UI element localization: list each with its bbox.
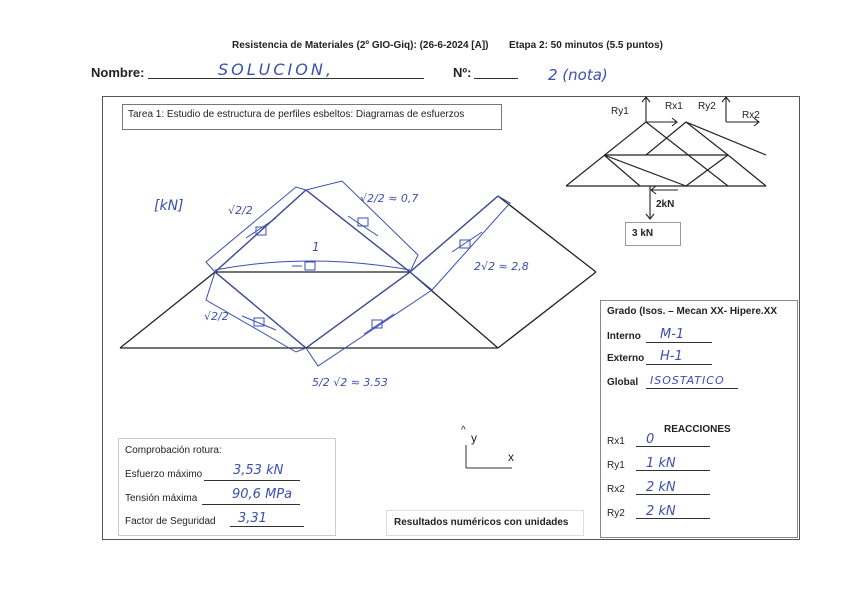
exam-title: Resistencia de Materiales (2º GIO-Giq): (26-6-2024 [A]) xyxy=(232,40,489,51)
ry2-label: Ry2 xyxy=(607,508,625,519)
factor-value: 3,31 xyxy=(238,511,267,526)
member-left-diagonal xyxy=(120,272,215,348)
rx1-value: 0 xyxy=(646,432,655,447)
label-rx1: Rx1 xyxy=(665,101,683,112)
esfuerzo-label: Esfuerzo máximo xyxy=(125,469,203,480)
reacciones-title: REACCIONES xyxy=(664,424,731,435)
annotation-4: 2√2 ≈ 2,8 xyxy=(474,260,529,273)
grado-title: Grado (Isos. – Mecan XX- Hipere.XX xyxy=(607,306,778,317)
exam-stage: Etapa 2: 50 minutos (5.5 puntos) xyxy=(509,40,663,51)
label-load-3kn: 3 kN xyxy=(632,228,654,239)
externo-label: Externo xyxy=(607,353,645,364)
interno-label: Interno xyxy=(607,331,641,342)
ry1-label: Ry1 xyxy=(607,460,625,471)
member-far-right-lower xyxy=(498,272,596,348)
thumbnail-structure xyxy=(566,122,766,186)
label-ry1: Ry1 xyxy=(611,106,629,117)
externo-value: H-1 xyxy=(660,349,683,364)
annotation-2: √2/2 ≈ 0,7 xyxy=(360,192,419,205)
ry1-value: 1 kN xyxy=(646,456,676,471)
number-label: Nº: xyxy=(453,65,472,80)
global-value: ISOSTATICO xyxy=(650,374,725,387)
unit-note: [kN] xyxy=(154,198,184,214)
task-title: Tarea 1: Estudio de estructura de perfiles esbeltos: Diagramas de esfuerzos xyxy=(128,109,465,120)
annotation-6: 5/2 √2 ≈ 3.53 xyxy=(312,376,388,389)
coordinate-axes xyxy=(466,445,512,468)
label-rx2: Rx2 xyxy=(742,110,760,121)
axis-caret: ^ xyxy=(461,425,466,436)
annotation-3: 1 xyxy=(312,240,320,254)
tension-label: Tensión máxima xyxy=(125,493,198,504)
global-label: Global xyxy=(607,377,639,388)
rx2-label: Rx2 xyxy=(607,484,625,495)
annotation-5: √2/2 xyxy=(204,310,229,323)
interno-value: M-1 xyxy=(660,327,685,342)
name-value: SOLUCION, xyxy=(218,60,334,79)
axis-x-label: x xyxy=(508,450,514,464)
axis-y-label: y xyxy=(471,431,477,445)
tension-value: 90,6 MPa xyxy=(232,487,293,502)
rect-mark-2 xyxy=(358,218,368,226)
comprobacion-title: Comprobación rotura: xyxy=(125,445,222,456)
rx2-value: 2 kN xyxy=(646,480,676,495)
ry2-value: 2 kN xyxy=(646,504,676,519)
rect-mark-3 xyxy=(305,262,315,270)
name-label: Nombre: xyxy=(91,65,145,80)
label-load-2kn: 2kN xyxy=(656,199,675,210)
diagram-band-6 xyxy=(306,272,432,366)
rx1-label: Rx1 xyxy=(607,436,625,447)
annotation-1: √2/2 xyxy=(228,204,253,217)
esfuerzo-value: 3,53 kN xyxy=(233,463,284,478)
factor-label: Factor de Seguridad xyxy=(125,516,216,527)
number-value: 2 (nota) xyxy=(548,66,608,84)
results-note: Resultados numéricos con unidades xyxy=(394,517,569,528)
label-ry2: Ry2 xyxy=(698,101,716,112)
